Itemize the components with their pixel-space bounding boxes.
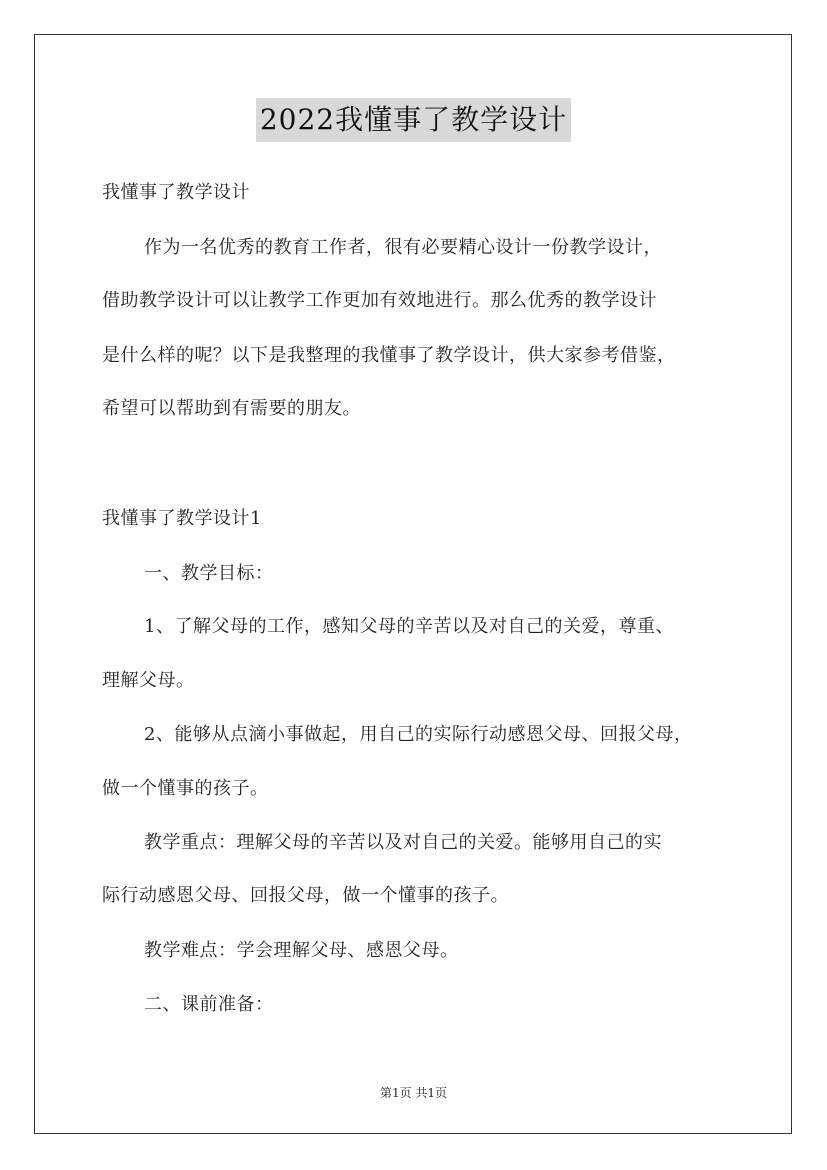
paragraph-line: 二、课前准备： bbox=[144, 994, 274, 1015]
title-container bbox=[0, 98, 827, 142]
paragraph-line: 一、教学目标： bbox=[144, 563, 274, 584]
section-heading: 我懂事了教学设计1 bbox=[102, 508, 262, 529]
paragraph-line: 借助教学设计可以让教学工作更加有效地进行。那么优秀的教学设计 bbox=[102, 290, 657, 311]
paragraph-line: 际行动感恩父母、回报父母，做一个懂事的孩子。 bbox=[102, 885, 509, 906]
paragraph-line: 教学重点：理解父母的辛苦以及对自己的关爱。能够用自己的实 bbox=[144, 832, 662, 853]
paragraph-line: 理解父母。 bbox=[102, 670, 195, 691]
paragraph-line: 1、了解父母的工作，感知父母的辛苦以及对自己的关爱，尊重、 bbox=[144, 616, 674, 637]
paragraph-line: 希望可以帮助到有需要的朋友。 bbox=[102, 398, 361, 419]
paragraph-line: 作为一名优秀的教育工作者，很有必要精心设计一份教学设计， bbox=[144, 237, 662, 258]
paragraph-line: 教学难点：学会理解父母、感恩父母。 bbox=[144, 940, 459, 961]
paragraph-line: 是什么样的呢？以下是我整理的我懂事了教学设计，供大家参考借鉴， bbox=[102, 345, 676, 366]
paragraph-line: 2、能够从点滴小事做起，用自己的实际行动感恩父母、回报父母， bbox=[144, 724, 693, 745]
paragraph-line: 做一个懂事的孩子。 bbox=[102, 778, 269, 799]
subtitle: 我懂事了教学设计 bbox=[102, 182, 250, 203]
page-footer: 第1页 共1页 bbox=[379, 1086, 448, 1100]
document-title: 2022我懂事了教学设计 bbox=[256, 98, 571, 142]
